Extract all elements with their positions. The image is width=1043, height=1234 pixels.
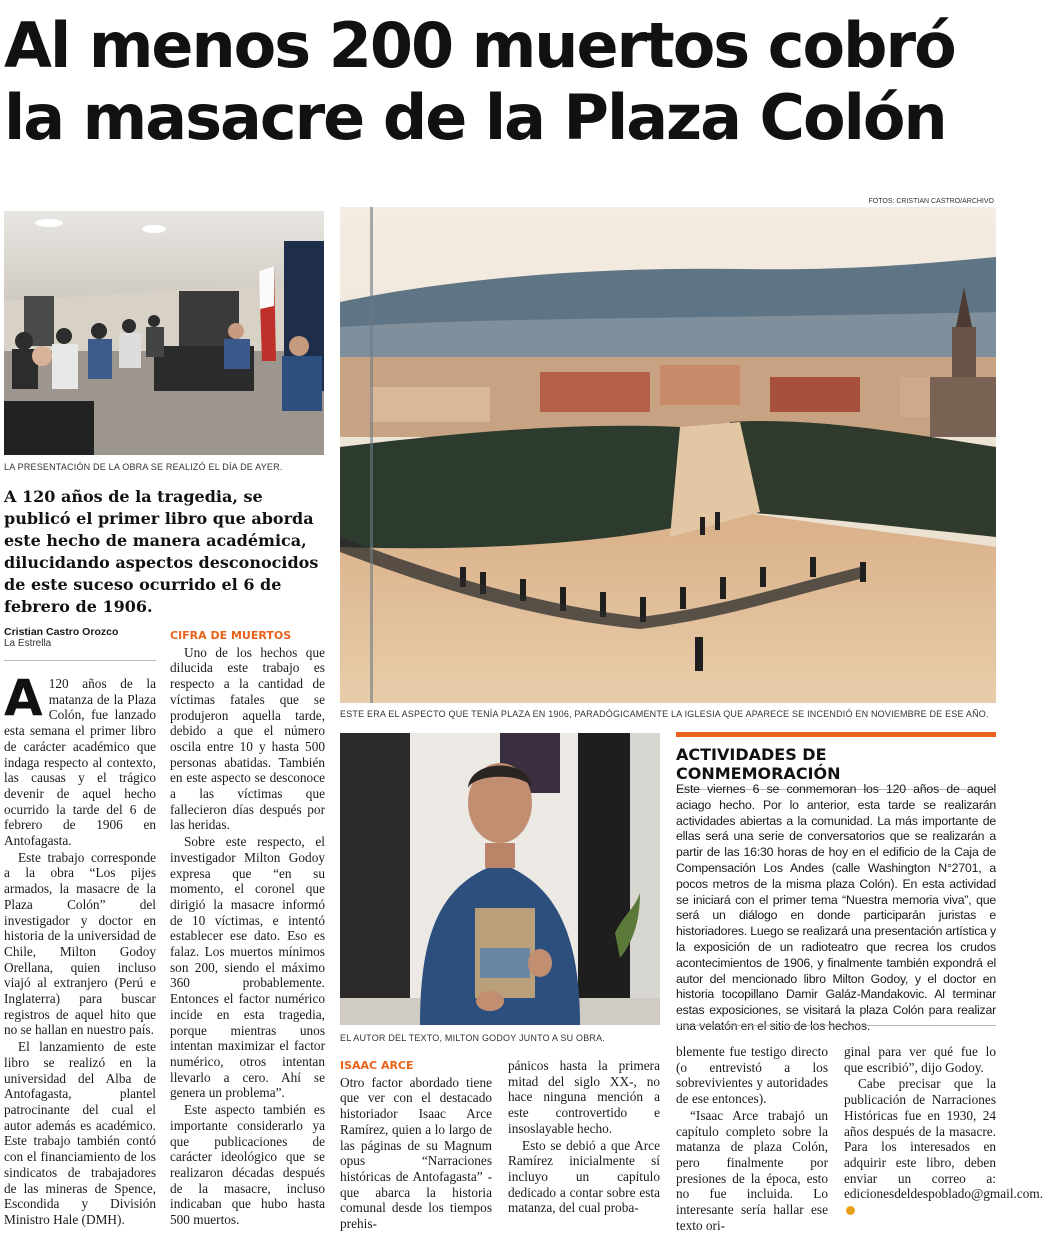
author-photo-caption: EL AUTOR DEL TEXTO, MILTON GODOY JUNTO A SU OBRA. <box>340 1033 606 1043</box>
paragraph: blemente fue testigo directo (o entrevistó a los sobrevivientes y autoridades de ese entonces). <box>676 1044 828 1107</box>
end-mark-icon <box>846 1206 855 1215</box>
lead-paragraph <box>4 669 156 849</box>
publication-name: La Estrella <box>4 638 52 649</box>
lead-text: 120 años de la matanza de la Plaza Colón, fue lanzado esta semana el primer libro de carácter académico que indaga respecto al contexto, las causas y el trágico devenir de aquel hecho ocurrido la tarde del 6 de febrero de 1906 en Antofagasta. <box>4 676 156 849</box>
paragraph: El lanzamiento de este libro se realizó en la universidad del Alba de Antofagasta, plantel patrocinante del cual el autor además es académico. Este trabajo también contó con el financiamiento de los sindicatos de trabajadores de las mineras de Spence, Escondida y División Ministro Hale (DMH). <box>4 1039 156 1227</box>
author-name: Cristian Castro Orozco <box>4 626 119 638</box>
dropcap: A <box>4 669 43 727</box>
paragraph: Sobre este respecto, el investigador Milton Godoy expresa que “en su momento, el coronel que dirigió la masacre informó de 10 víctimas, e intentó establecer ese dato. Eso es falaz. Los muertos mínimos son 200, siendo el máximo 360 probablemente. Entonces el factor numérico incide en esta tragedia, porque mientras unos intentan maximizar el factor numérico, otros intentan llevarlo a cero. Ahí se genera un problema”. <box>170 834 325 1101</box>
presentation-photo-image <box>4 211 324 455</box>
paragraph: Uno de los hechos que dilucida este trabajo es respecto a la cantidad de víctimas fatales que se produjeron aquella tarde, debido a que el número oscila entre 10 y hasta 500 personas abatidas. También en este aspecto se desconoce a las víctimas que fallecieron días después por las heridas. <box>170 644 325 833</box>
headline <box>4 10 994 154</box>
author-photo-image <box>340 733 660 1025</box>
headline-line-1: Al menos 200 muertos cobró <box>4 9 955 82</box>
byline <box>4 626 164 649</box>
plaza-photo-caption: ESTE ERA EL ASPECTO QUE TENÍA PLAZA EN 1906, PARADÓGICAMENTE LA IGLESIA QUE APARECE SE INCENDIÓ EN NOVIEMBRE DE ESE AÑO. <box>340 709 989 719</box>
activities-accent-bar <box>676 732 996 737</box>
paragraph: Este trabajo corresponde a la obra “Los pijes armados, la masacre de la Plaza Colón” del investigador y doctor en historia de la universidad de Chile, Milton Godoy Orellana, quien incluso viajó al extranjero (Perú e Inglaterra) para buscar registros de aquel hito que no se hallan en nuestro país. <box>4 849 156 1038</box>
article-column-6 <box>844 1044 1043 1219</box>
activities-title: ACTIVIDADES DE CONMEMORACIÓN <box>676 745 996 790</box>
article-column-5 <box>676 1044 828 1234</box>
plaza-photo <box>340 207 996 703</box>
article-deck: A 120 años de la tragedia, se publicó el primer libro que aborda este hecho de manera académica, dilucidando aspectos desconocidos de este suceso ocurrido el 6 de febrero de 1906. <box>4 487 319 616</box>
paragraph: Este aspecto también es importante considerarlo ya que publicaciones de carácter ideológico que se realizaron décadas después de la masacre, incluso indicaban que hubo hasta 500 muertos. <box>170 1102 325 1228</box>
paragraph: “Isaac Arce trabajó un capítulo completo sobre la matanza de plaza Colón, pero finalmente por presiones de la época, esto no fue incluida. Lo interesante sería hallar ese texto ori- <box>676 1107 828 1233</box>
paragraph: ginal para ver qué fue lo que escribió”, dijo Godoy. <box>844 1044 996 1075</box>
presentation-photo <box>4 211 324 455</box>
article-column-2 <box>170 628 325 1229</box>
headline-line-2: la masacre de la Plaza Colón <box>4 81 946 154</box>
subhead-death-toll: CIFRA DE MUERTOS <box>170 629 292 642</box>
paragraph <box>844 1076 1043 1217</box>
activities-divider <box>676 1025 996 1026</box>
article-column-4 <box>508 1058 660 1217</box>
paragraph: Esto se debió a que Arce Ramírez inicialmente sí incluyo un capítulo dedicado a contar sobre esta matanza, del cual proba- <box>508 1137 660 1216</box>
byline-divider <box>4 660 156 661</box>
article-column-1 <box>4 669 156 1229</box>
plaza-photo-image <box>340 207 996 703</box>
photo-credit: FOTOS: CRISTIAN CASTRO/ARCHIVO <box>868 198 994 205</box>
closing-text: Cabe precisar que la publicación de Narraciones Históricas fue en 1930, 24 años después de la masacre. Para los interesados en adquirir este libro, deben enviar un correo a: edicionesdeldespoblado@gmail.com. <box>844 1076 1043 1202</box>
paragraph: Otro factor abordado tiene que ver con el destacado historiador Isaac Arce Ramírez, quien a lo largo de las páginas de su Magnum opus “Narraciones históricas de Antofagasta” -que abarca la historia comunal desde los tiempos prehis- <box>340 1074 492 1232</box>
presentation-photo-caption: LA PRESENTACIÓN DE LA OBRA SE REALIZÓ EL DÍA DE AYER. <box>4 462 283 472</box>
author-photo <box>340 733 660 1025</box>
subhead-isaac-arce: ISAAC ARCE <box>340 1059 414 1072</box>
article-column-3 <box>340 1058 492 1233</box>
paragraph: pánicos hasta la primera mitad del siglo XX-, no hace ninguna mención a este controvertido e insoslayable hecho. <box>508 1058 660 1136</box>
activities-body: Este viernes 6 se conmemoran los 120 años de aquel aciago hecho. Por lo anterior, esta tarde se realizarán actividades abiertas a la comunidad. La más importante de ellas será una serie de conversatorios que se realizarán a partir de las 16:30 horas de hoy en el edificio de la Caja de Compensación Los Andes (calle Washington N°2701, a pocos metros de la misma plaza Colón). En esta actividad se iniciará con el primer tema “Nuestra memoria viva”, que será un diálogo en donde participarán juristas e historiadores. Luego se realizará una presentación artística y la exposición de un radioteatro que recrea los crudos acontecimientos de 1906, y finalmente también expondrá el autor del mencionado libro Milton Godoy, y el doctor en historia tocopillano Damir Galáz-Mandakovic. Al terminar estas exposiciones, se visitará la plaza Colón para realizar <box>676 782 996 1018</box>
